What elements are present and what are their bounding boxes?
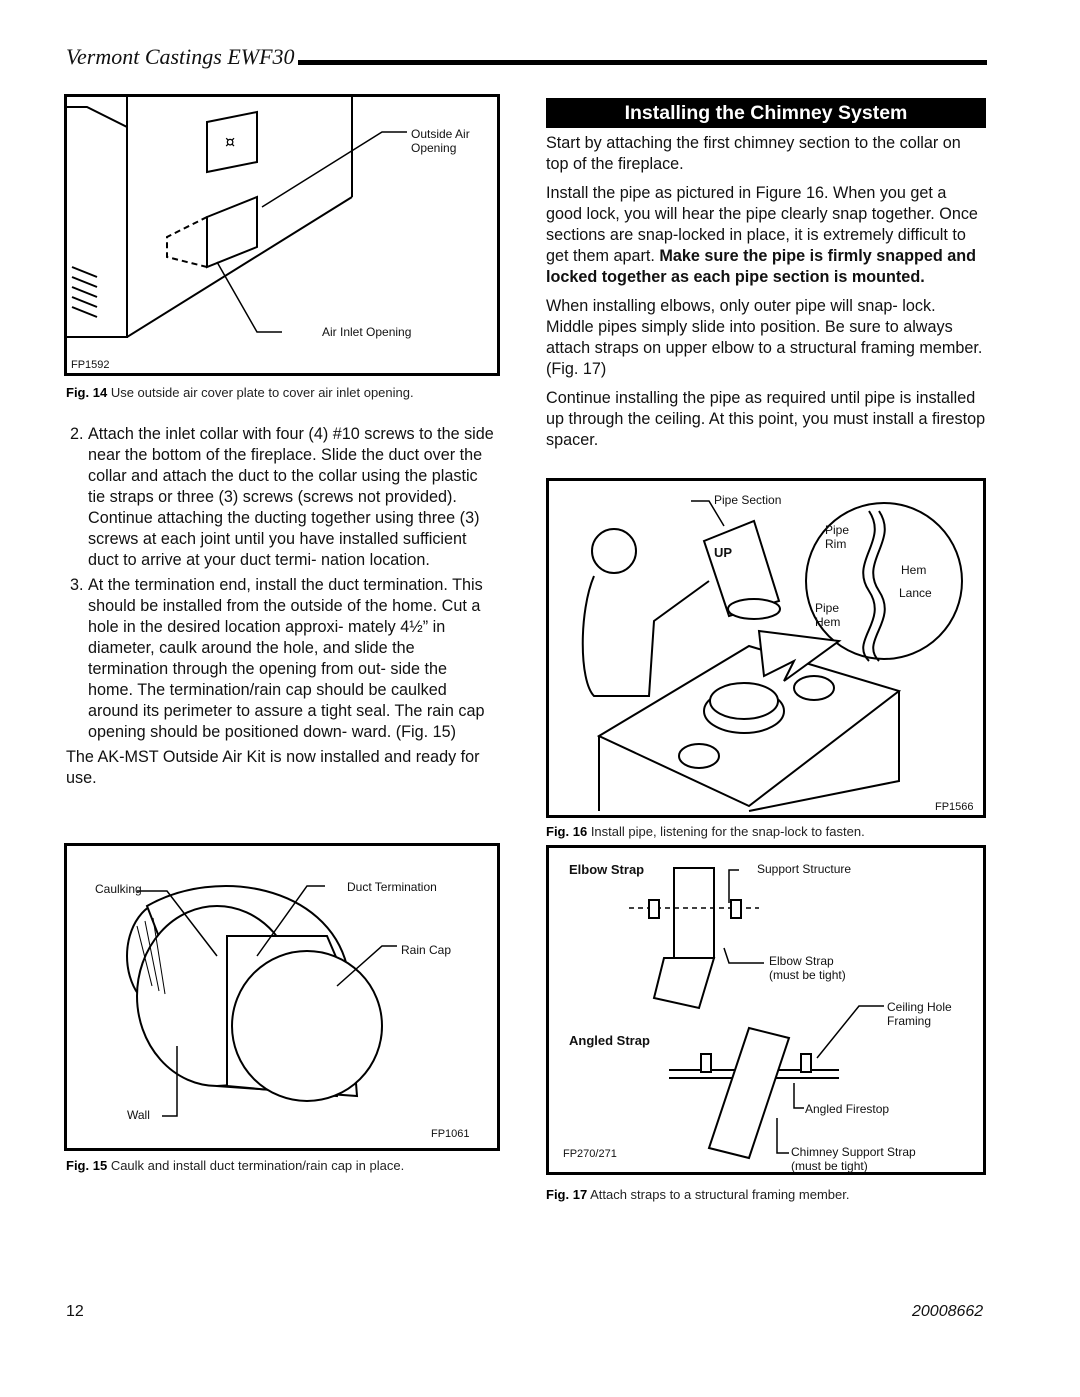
pipe-install-illustration (549, 481, 989, 821)
figure-16 (546, 478, 986, 818)
figure-15 (64, 843, 500, 1151)
instruction-steps (66, 424, 496, 743)
closing-paragraph: The AK-MST Outside Air Kit is now installed and ready for use. (66, 748, 480, 787)
figure-code: FP1061 (431, 1128, 470, 1140)
label-hem: Hem (901, 563, 927, 577)
step-2: 2. Attach the inlet collar with four (4) #10 screws to the side near the bottom of the fireplace. Slide the duct over the collar and attach the duct to the collar using the plastic tie straps or three (3) screws (screws not provided). Continue attaching the ducting together using three (3) screws at each joint until you have installed sufficient duct to arrive at your duct termi- nation location. (88, 424, 496, 571)
label-pipe-hem: Pipe Hem (815, 601, 841, 629)
page-number: 12 (66, 1303, 84, 1320)
label-rain-cap: Rain Cap (401, 943, 452, 957)
label-outside-air: Outside Air Opening (411, 127, 470, 155)
header-rule (298, 60, 987, 65)
label-caulking: Caulking (95, 882, 142, 896)
label-wall: Wall (127, 1108, 150, 1122)
figure-code: FP1566 (935, 801, 974, 813)
right-body-text (546, 133, 986, 459)
section-heading: Installing the Chimney System (546, 98, 986, 128)
svg-text:¤: ¤ (225, 132, 236, 151)
label-chimney-support-strap: Chimney Support Strap (must be tight) (791, 1145, 916, 1173)
paragraph-2: Install the pipe as pictured in Figure 16. When you get a good lock, you will hear the pipe clearly snap together. Once sections are snap-locked in place, it is extremely difficult to get them apart. Make sure the pipe is firmly snapped and locked together as each pipe section is mounted. (546, 184, 978, 286)
figure-14-caption: Fig. 14 Use outside air cover plate to cover air inlet opening. (66, 385, 414, 400)
label-duct-termination: Duct Termination (347, 880, 437, 894)
step-3: 3. At the termination end, install the duct termination. This should be installed from the outside of the home. Cut a hole in the desired location approxi- mately 4½” in diameter, caulk around the hole, and slide the termination through the opening from out- side the home. The termination/rain cap should be caulked around its perimeter to assure a tight seal. The rain cap opening should be positioned down- ward. (Fig. 15) (88, 575, 496, 743)
paragraph-1: Start by attaching the first chimney section to the collar on top of the fireplace. (546, 134, 961, 173)
label-elbow-strap-title: Elbow Strap (569, 862, 645, 877)
figure-15-caption: Fig. 15 Caulk and install duct termination/rain cap in place. (66, 1158, 405, 1173)
label-angled-strap: Angled Strap (569, 1033, 650, 1048)
paragraph-4: Continue installing the pipe as required until pipe is installed up through the ceiling. At this point, you must install a firestop spacer. (546, 389, 986, 449)
figure-16-caption: Fig. 16 Install pipe, listening for the snap-lock to fasten. (546, 824, 865, 839)
label-pipe-rim: Pipe Rim (825, 523, 850, 551)
document-number: 20008662 (912, 1303, 984, 1320)
label-pipe-section: Pipe Section (714, 493, 782, 507)
label-up: UP (714, 545, 733, 560)
label-elbow-strap: Elbow Strap (must be tight) (769, 954, 846, 982)
figure-code: FP1592 (71, 359, 110, 371)
label-angled-firestop: Angled Firestop (805, 1102, 890, 1116)
label-ceiling-hole: Ceiling Hole Framing (887, 1000, 952, 1028)
figure-code: FP270/271 (563, 1148, 617, 1160)
figure-17 (546, 845, 986, 1175)
left-body-text (66, 424, 496, 797)
figure-14 (64, 94, 500, 376)
document-header-title: Vermont Castings EWF30 (66, 44, 295, 69)
label-lance: Lance (899, 586, 932, 600)
figure-17-caption: Fig. 17 Attach straps to a structural framing member. (546, 1187, 850, 1202)
label-support-structure: Support Structure (757, 862, 852, 876)
label-air-inlet: Air Inlet Opening (322, 325, 412, 339)
paragraph-3: When installing elbows, only outer pipe will snap- lock. Middle pipes simply slide into position. Be sure to always attach straps on upper elbow to a structural framing member. (Fig. 17) (546, 297, 983, 378)
